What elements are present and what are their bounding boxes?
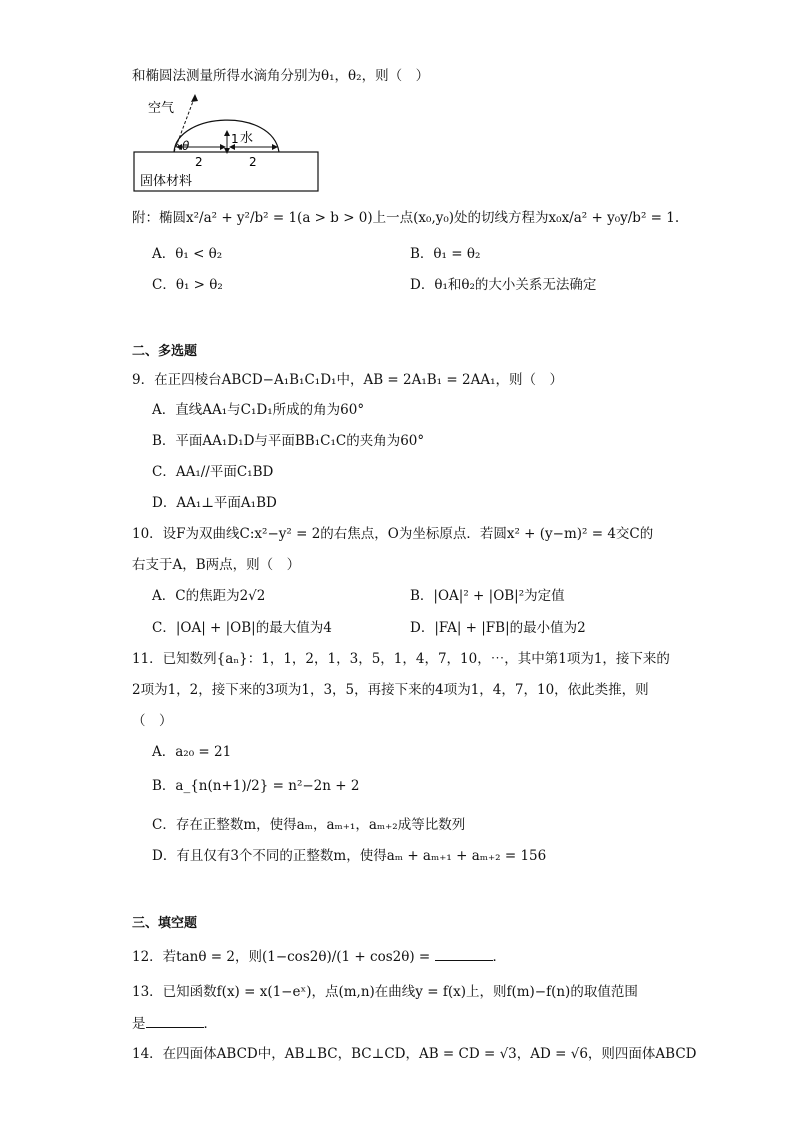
q8-option-c: C．θ₁ > θ₂ <box>152 277 223 293</box>
solid-material-label: 固体材料 <box>140 174 193 189</box>
q8-option-a: A．θ₁ < θ₂ <box>152 246 223 262</box>
theta-label: θ <box>182 139 190 153</box>
q13-stem-line2: 是 <box>132 1016 146 1032</box>
q11-option-a: A．a₂₀ = 21 <box>152 744 232 760</box>
q12-stem: 12．若tanθ = 2，则(1−cos2θ)/(1 + cos2θ) = <box>132 949 431 965</box>
right-width-label: 2 <box>249 155 257 169</box>
q9-option-b: B．平面AA₁D₁D与平面BB₁C₁C的夹角为60° <box>152 433 425 449</box>
section-3-title: 三、填空题 <box>132 916 198 931</box>
q12-line <box>132 946 506 967</box>
q11-stem-line2: 2项为1，2，接下来的3项为1，3，5，再接下来的4项为1，4，7，10，依此类推，则 <box>132 682 649 698</box>
q8-option-b: B．θ₁ = θ₂ <box>410 246 481 262</box>
droplet-figure <box>132 92 322 194</box>
q9-stem: 9．在正四棱台ABCD−A₁B₁C₁D₁中，AB = 2A₁B₁ = 2AA₁，则（ ） <box>132 372 563 388</box>
q10-stem-line1: 10．设F为双曲线C:x²−y² = 2的右焦点，O为坐标原点．若圆x² + (y−m)² = 4交C的 <box>132 526 654 542</box>
left-width-label: 2 <box>195 155 203 169</box>
q9-option-a: A．直线AA₁与C₁D₁所成的角为60° <box>152 402 365 418</box>
q9-option-c: C．AA₁//平面C₁BD <box>152 464 274 480</box>
q11-stem-line3: （ ） <box>132 713 173 729</box>
q13-stem-line1: 13．已知函数f(x) = x(1−eˣ)，点(m,n)在曲线y = f(x)上，则f(m)−f(n)的取值范围 <box>132 984 638 1000</box>
q13-answer-blank[interactable] <box>146 1013 204 1028</box>
q11-option-b: B．a_{n(n+1)/2} = n²−2n + 2 <box>152 778 360 794</box>
q10-option-b: B．|OA|² + |OB|²为定值 <box>410 588 565 604</box>
q13-end: ． <box>203 1016 217 1032</box>
q10-option-c: C．|OA| + |OB|的最大值为4 <box>152 620 332 636</box>
q8-stem: 和椭圆法测量所得水滴角分别为θ₁，θ₂，则（ ） <box>132 68 430 84</box>
q11-option-d: D．有且仅有3个不同的正整数m，使得aₘ + aₘ₊₁ + aₘ₊₂ = 156 <box>152 848 547 864</box>
q12-end: ． <box>492 949 507 965</box>
q12-answer-blank[interactable] <box>435 946 493 961</box>
q11-option-c: C．存在正整数m，使得aₘ，aₘ₊₁，aₘ₊₂成等比数列 <box>152 817 466 833</box>
arrow-head-icon <box>191 94 198 102</box>
q10-option-a: A．C的焦距为2√2 <box>152 588 266 604</box>
air-label: 空气 <box>148 101 175 116</box>
q8-note: 附：椭圆x²/a² + y²/b² = 1(a > b > 0)上一点(x₀,y₀)处的切线方程为x₀x/a² + y₀y/b² = 1. <box>132 210 680 226</box>
q14-stem: 14．在四面体ABCD中，AB⊥BC，BC⊥CD，AB = CD = √3，AD = √6，则四面体ABCD <box>132 1046 697 1062</box>
height-label: 1 <box>231 132 239 146</box>
q9-option-d: D．AA₁⊥平面A₁BD <box>152 495 277 511</box>
q13-line2 <box>132 1013 217 1034</box>
q8-option-d: D．θ₁和θ₂的大小关系无法确定 <box>410 277 597 293</box>
water-label: 水 <box>240 131 254 146</box>
q11-stem-line1: 11．已知数列{aₙ}：1，1，2，1，3，5，1，4，7，10，⋯，其中第1项为1，接下来的 <box>132 651 670 667</box>
section-2-title: 二、多选题 <box>132 344 198 359</box>
q10-stem-line2: 右支于A，B两点，则（ ） <box>132 557 301 573</box>
q10-option-d: D．|FA| + |FB|的最小值为2 <box>410 620 586 636</box>
